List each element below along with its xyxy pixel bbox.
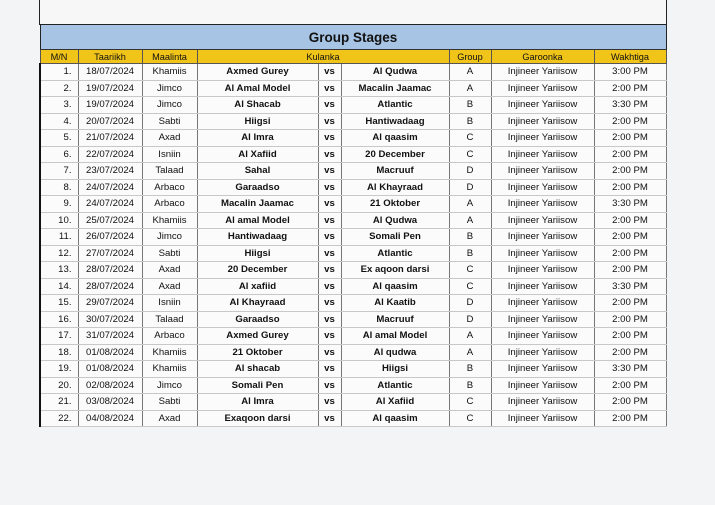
cell-day: Talaad xyxy=(142,163,197,180)
cell-day: Isniin xyxy=(142,146,197,163)
cell-time: 2:00 PM xyxy=(594,163,666,180)
cell-home-team: Al Shacab xyxy=(197,97,318,114)
group-stages-table xyxy=(39,24,667,427)
cell-number: 11. xyxy=(40,229,78,246)
cell-time: 2:00 PM xyxy=(594,410,666,427)
header-match: Kulanka xyxy=(197,50,449,64)
cell-home-team: Al shacab xyxy=(197,361,318,378)
cell-group: A xyxy=(449,80,491,97)
table-body xyxy=(40,64,666,427)
cell-day: Talaad xyxy=(142,311,197,328)
cell-home-team: Hiigsi xyxy=(197,245,318,262)
cell-vs: vs xyxy=(318,262,341,279)
cell-date: 19/07/2024 xyxy=(78,97,142,114)
cell-vs: vs xyxy=(318,146,341,163)
cell-venue: Injineer Yariisow xyxy=(491,196,594,213)
cell-venue: Injineer Yariisow xyxy=(491,64,594,81)
cell-day: Arbaco xyxy=(142,179,197,196)
cell-away-team: Al Qudwa xyxy=(341,64,449,81)
cell-venue: Injineer Yariisow xyxy=(491,212,594,229)
table-row xyxy=(40,113,666,130)
cell-vs: vs xyxy=(318,212,341,229)
cell-number: 15. xyxy=(40,295,78,312)
cell-home-team: Hantiwadaag xyxy=(197,229,318,246)
cell-vs: vs xyxy=(318,179,341,196)
cell-time: 3:00 PM xyxy=(594,64,666,81)
table-row xyxy=(40,229,666,246)
cell-vs: vs xyxy=(318,80,341,97)
cell-date: 27/07/2024 xyxy=(78,245,142,262)
cell-venue: Injineer Yariisow xyxy=(491,311,594,328)
cell-away-team: Al qaasim xyxy=(341,410,449,427)
cell-date: 29/07/2024 xyxy=(78,295,142,312)
cell-number: 7. xyxy=(40,163,78,180)
table-row xyxy=(40,97,666,114)
top-empty-cell xyxy=(39,0,667,25)
cell-number: 1. xyxy=(40,64,78,81)
cell-venue: Injineer Yariisow xyxy=(491,130,594,147)
cell-number: 10. xyxy=(40,212,78,229)
cell-group: D xyxy=(449,179,491,196)
cell-day: Jimco xyxy=(142,80,197,97)
cell-group: A xyxy=(449,64,491,81)
cell-venue: Injineer Yariisow xyxy=(491,97,594,114)
cell-number: 18. xyxy=(40,344,78,361)
cell-time: 2:00 PM xyxy=(594,295,666,312)
cell-group: B xyxy=(449,245,491,262)
table-row xyxy=(40,377,666,394)
table-row xyxy=(40,245,666,262)
cell-venue: Injineer Yariisow xyxy=(491,361,594,378)
cell-date: 02/08/2024 xyxy=(78,377,142,394)
cell-time: 2:00 PM xyxy=(594,328,666,345)
cell-group: D xyxy=(449,311,491,328)
cell-group: A xyxy=(449,212,491,229)
cell-date: 28/07/2024 xyxy=(78,278,142,295)
cell-home-team: Al amal Model xyxy=(197,212,318,229)
header-group: Group xyxy=(449,50,491,64)
cell-venue: Injineer Yariisow xyxy=(491,163,594,180)
cell-day: Jimco xyxy=(142,97,197,114)
cell-home-team: Al Xafiid xyxy=(197,146,318,163)
cell-venue: Injineer Yariisow xyxy=(491,394,594,411)
cell-vs: vs xyxy=(318,328,341,345)
cell-venue: Injineer Yariisow xyxy=(491,295,594,312)
cell-day: Sabti xyxy=(142,113,197,130)
cell-group: C xyxy=(449,394,491,411)
cell-away-team: Al Xafiid xyxy=(341,394,449,411)
cell-time: 2:00 PM xyxy=(594,179,666,196)
cell-home-team: Al Imra xyxy=(197,130,318,147)
table-row xyxy=(40,212,666,229)
cell-day: Isniin xyxy=(142,295,197,312)
cell-vs: vs xyxy=(318,245,341,262)
cell-away-team: Al qudwa xyxy=(341,344,449,361)
table-row xyxy=(40,80,666,97)
cell-time: 2:00 PM xyxy=(594,262,666,279)
table-row xyxy=(40,295,666,312)
table-row xyxy=(40,130,666,147)
cell-group: B xyxy=(449,229,491,246)
table-title: Group Stages xyxy=(40,25,666,50)
table-row xyxy=(40,262,666,279)
cell-time: 3:30 PM xyxy=(594,361,666,378)
cell-home-team: Axmed Gurey xyxy=(197,328,318,345)
cell-date: 25/07/2024 xyxy=(78,212,142,229)
cell-group: C xyxy=(449,410,491,427)
cell-date: 01/08/2024 xyxy=(78,361,142,378)
table-row xyxy=(40,196,666,213)
cell-home-team: 21 Oktober xyxy=(197,344,318,361)
cell-day: Arbaco xyxy=(142,196,197,213)
cell-away-team: Hantiwadaag xyxy=(341,113,449,130)
cell-vs: vs xyxy=(318,229,341,246)
header-mn: M/N xyxy=(40,50,78,64)
cell-away-team: Ex aqoon darsi xyxy=(341,262,449,279)
cell-group: B xyxy=(449,361,491,378)
cell-number: 3. xyxy=(40,97,78,114)
cell-venue: Injineer Yariisow xyxy=(491,245,594,262)
cell-away-team: Al Khayraad xyxy=(341,179,449,196)
cell-time: 3:30 PM xyxy=(594,97,666,114)
cell-number: 6. xyxy=(40,146,78,163)
cell-group: C xyxy=(449,130,491,147)
cell-vs: vs xyxy=(318,278,341,295)
cell-home-team: Hiigsi xyxy=(197,113,318,130)
cell-home-team: Exaqoon darsi xyxy=(197,410,318,427)
cell-time: 2:00 PM xyxy=(594,245,666,262)
cell-home-team: Al Amal Model xyxy=(197,80,318,97)
cell-time: 2:00 PM xyxy=(594,130,666,147)
cell-away-team: Al Qudwa xyxy=(341,212,449,229)
cell-group: B xyxy=(449,97,491,114)
cell-vs: vs xyxy=(318,295,341,312)
cell-day: Jimco xyxy=(142,377,197,394)
cell-number: 8. xyxy=(40,179,78,196)
cell-number: 2. xyxy=(40,80,78,97)
cell-away-team: Macalin Jaamac xyxy=(341,80,449,97)
cell-group: C xyxy=(449,278,491,295)
cell-time: 2:00 PM xyxy=(594,377,666,394)
cell-date: 23/07/2024 xyxy=(78,163,142,180)
cell-vs: vs xyxy=(318,394,341,411)
cell-away-team: Atlantic xyxy=(341,377,449,394)
cell-group: C xyxy=(449,262,491,279)
cell-venue: Injineer Yariisow xyxy=(491,344,594,361)
cell-away-team: Somali Pen xyxy=(341,229,449,246)
table-row xyxy=(40,311,666,328)
cell-number: 12. xyxy=(40,245,78,262)
cell-day: Khamiis xyxy=(142,64,197,81)
cell-date: 24/07/2024 xyxy=(78,179,142,196)
cell-time: 2:00 PM xyxy=(594,229,666,246)
cell-vs: vs xyxy=(318,344,341,361)
cell-home-team: 20 December xyxy=(197,262,318,279)
cell-date: 28/07/2024 xyxy=(78,262,142,279)
cell-date: 03/08/2024 xyxy=(78,394,142,411)
cell-venue: Injineer Yariisow xyxy=(491,146,594,163)
header-time: Wakhtiga xyxy=(594,50,666,64)
cell-group: C xyxy=(449,146,491,163)
cell-venue: Injineer Yariisow xyxy=(491,377,594,394)
cell-day: Axad xyxy=(142,410,197,427)
cell-group: B xyxy=(449,377,491,394)
cell-day: Jimco xyxy=(142,229,197,246)
cell-day: Khamiis xyxy=(142,212,197,229)
cell-away-team: Atlantic xyxy=(341,245,449,262)
cell-number: 17. xyxy=(40,328,78,345)
table-row xyxy=(40,163,666,180)
table-row xyxy=(40,328,666,345)
cell-home-team: Al Khayraad xyxy=(197,295,318,312)
cell-group: A xyxy=(449,328,491,345)
cell-date: 31/07/2024 xyxy=(78,328,142,345)
cell-home-team: Al xafiid xyxy=(197,278,318,295)
cell-date: 26/07/2024 xyxy=(78,229,142,246)
cell-vs: vs xyxy=(318,311,341,328)
cell-date: 21/07/2024 xyxy=(78,130,142,147)
cell-time: 2:00 PM xyxy=(594,394,666,411)
cell-time: 2:00 PM xyxy=(594,311,666,328)
cell-away-team: Atlantic xyxy=(341,97,449,114)
cell-home-team: Axmed Gurey xyxy=(197,64,318,81)
cell-day: Axad xyxy=(142,278,197,295)
header-row xyxy=(40,50,666,64)
cell-venue: Injineer Yariisow xyxy=(491,179,594,196)
cell-date: 18/07/2024 xyxy=(78,64,142,81)
cell-number: 4. xyxy=(40,113,78,130)
cell-day: Khamiis xyxy=(142,344,197,361)
table-row xyxy=(40,394,666,411)
cell-number: 5. xyxy=(40,130,78,147)
cell-venue: Injineer Yariisow xyxy=(491,80,594,97)
cell-number: 19. xyxy=(40,361,78,378)
cell-number: 13. xyxy=(40,262,78,279)
cell-vs: vs xyxy=(318,361,341,378)
table-row xyxy=(40,64,666,81)
cell-home-team: Garaadso xyxy=(197,311,318,328)
cell-venue: Injineer Yariisow xyxy=(491,113,594,130)
cell-time: 2:00 PM xyxy=(594,212,666,229)
cell-number: 22. xyxy=(40,410,78,427)
table-row xyxy=(40,344,666,361)
table-row xyxy=(40,410,666,427)
cell-day: Axad xyxy=(142,262,197,279)
cell-group: D xyxy=(449,295,491,312)
cell-away-team: 21 Oktober xyxy=(341,196,449,213)
cell-vs: vs xyxy=(318,163,341,180)
cell-group: D xyxy=(449,163,491,180)
cell-time: 2:00 PM xyxy=(594,344,666,361)
schedule-table-container xyxy=(39,24,665,427)
cell-venue: Injineer Yariisow xyxy=(491,262,594,279)
cell-number: 20. xyxy=(40,377,78,394)
cell-venue: Injineer Yariisow xyxy=(491,328,594,345)
cell-vs: vs xyxy=(318,64,341,81)
cell-away-team: Al Kaatib xyxy=(341,295,449,312)
cell-date: 01/08/2024 xyxy=(78,344,142,361)
cell-away-team: Al amal Model xyxy=(341,328,449,345)
cell-vs: vs xyxy=(318,196,341,213)
cell-vs: vs xyxy=(318,113,341,130)
cell-day: Axad xyxy=(142,130,197,147)
cell-time: 2:00 PM xyxy=(594,113,666,130)
cell-number: 14. xyxy=(40,278,78,295)
table-row xyxy=(40,278,666,295)
cell-time: 2:00 PM xyxy=(594,146,666,163)
cell-group: A xyxy=(449,344,491,361)
cell-home-team: Garaadso xyxy=(197,179,318,196)
cell-day: Sabti xyxy=(142,394,197,411)
table-row xyxy=(40,146,666,163)
cell-date: 04/08/2024 xyxy=(78,410,142,427)
cell-vs: vs xyxy=(318,377,341,394)
cell-away-team: Al qaasim xyxy=(341,130,449,147)
title-row xyxy=(40,25,666,50)
cell-group: B xyxy=(449,113,491,130)
cell-day: Sabti xyxy=(142,245,197,262)
cell-venue: Injineer Yariisow xyxy=(491,229,594,246)
cell-group: A xyxy=(449,196,491,213)
cell-day: Khamiis xyxy=(142,361,197,378)
cell-number: 16. xyxy=(40,311,78,328)
cell-time: 3:30 PM xyxy=(594,196,666,213)
header-day: Maalinta xyxy=(142,50,197,64)
cell-number: 9. xyxy=(40,196,78,213)
cell-home-team: Somali Pen xyxy=(197,377,318,394)
cell-away-team: Al qaasim xyxy=(341,278,449,295)
cell-home-team: Sahal xyxy=(197,163,318,180)
cell-day: Arbaco xyxy=(142,328,197,345)
cell-date: 22/07/2024 xyxy=(78,146,142,163)
cell-date: 19/07/2024 xyxy=(78,80,142,97)
cell-venue: Injineer Yariisow xyxy=(491,410,594,427)
table-row xyxy=(40,361,666,378)
cell-time: 3:30 PM xyxy=(594,278,666,295)
table-row xyxy=(40,179,666,196)
cell-vs: vs xyxy=(318,130,341,147)
cell-vs: vs xyxy=(318,97,341,114)
cell-away-team: Macruuf xyxy=(341,163,449,180)
cell-date: 30/07/2024 xyxy=(78,311,142,328)
cell-venue: Injineer Yariisow xyxy=(491,278,594,295)
cell-away-team: 20 December xyxy=(341,146,449,163)
cell-date: 24/07/2024 xyxy=(78,196,142,213)
cell-away-team: Hiigsi xyxy=(341,361,449,378)
cell-home-team: Al Imra xyxy=(197,394,318,411)
header-date: Taariikh xyxy=(78,50,142,64)
cell-away-team: Macruuf xyxy=(341,311,449,328)
cell-time: 2:00 PM xyxy=(594,80,666,97)
cell-date: 20/07/2024 xyxy=(78,113,142,130)
cell-number: 21. xyxy=(40,394,78,411)
cell-home-team: Macalin Jaamac xyxy=(197,196,318,213)
header-venue: Garoonka xyxy=(491,50,594,64)
cell-vs: vs xyxy=(318,410,341,427)
